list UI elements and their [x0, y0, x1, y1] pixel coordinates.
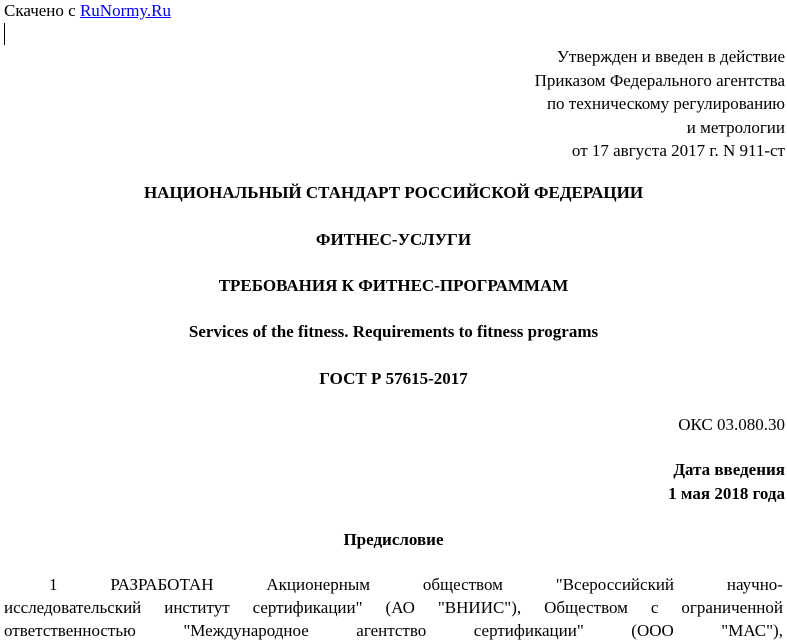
preface-word: "Международное — [183, 621, 309, 640]
preface-word: сертификации" — [473, 621, 584, 640]
preface-word: Обществом — [544, 598, 628, 617]
preface-line — [4, 596, 783, 619]
text-cursor — [4, 23, 5, 45]
approval-line: по техническому регулированию — [546, 94, 785, 113]
standard-code: ГОСТ Р 57615-2017 — [319, 369, 468, 388]
preface-word: "ВНИИС"), — [437, 598, 522, 617]
preface-word: ограниченной — [681, 598, 783, 617]
preface-word: агентство — [356, 621, 427, 640]
preface-word: исследовательский — [4, 598, 142, 617]
preface-line — [4, 573, 783, 596]
preface-word: обществом — [422, 575, 503, 594]
approval-block — [365, 45, 785, 163]
preface-word: Акционерным — [266, 575, 371, 594]
intro-date-value: 1 мая 2018 года — [668, 484, 785, 503]
preface-paragraph — [4, 573, 783, 642]
preface-word: (ООО — [631, 621, 674, 640]
oks-code: ОКС 03.080.30 — [678, 415, 785, 434]
section-heading: Предисловие — [343, 530, 444, 549]
preface-word: ответственностью — [4, 621, 136, 640]
approval-line: Утвержден и введен в действие — [556, 47, 785, 66]
approval-line: и метрологии — [686, 117, 785, 137]
preface-word: "МАС"), — [721, 621, 783, 640]
preface-word: 1 — [49, 575, 58, 594]
preface-word: институт — [164, 598, 230, 617]
approval-line: от 17 августа 2017 г. N 911-ст — [571, 141, 785, 160]
approval-line: Приказом Федерального агентства — [534, 70, 785, 90]
preface-word: сертификации" — [252, 598, 363, 617]
download-source-line — [4, 1, 171, 21]
preface-word: научно- — [726, 575, 783, 594]
preface-line — [4, 619, 783, 642]
download-source-prefix: Скачено с — [4, 1, 76, 20]
english-title: Services of the fitness. Requirements to fitness programs — [188, 322, 599, 341]
preface-word: РАЗРАБОТАН — [110, 575, 214, 594]
preface-word: с — [650, 598, 659, 617]
document-subtitle: ТРЕБОВАНИЯ К ФИТНЕС-ПРОГРАММАМ — [218, 276, 569, 295]
preface-word: (АО — [385, 598, 415, 617]
document-title: ФИТНЕС-УСЛУГИ — [315, 230, 472, 249]
intro-date-label: Дата введения — [673, 460, 785, 479]
preface-word: "Всероссийский — [555, 575, 675, 594]
site-link[interactable]: RuNormy.Ru — [79, 1, 171, 20]
standard-type-heading: НАЦИОНАЛЬНЫЙ СТАНДАРТ РОССИЙСКОЙ ФЕДЕРАЦИИ — [143, 183, 644, 202]
